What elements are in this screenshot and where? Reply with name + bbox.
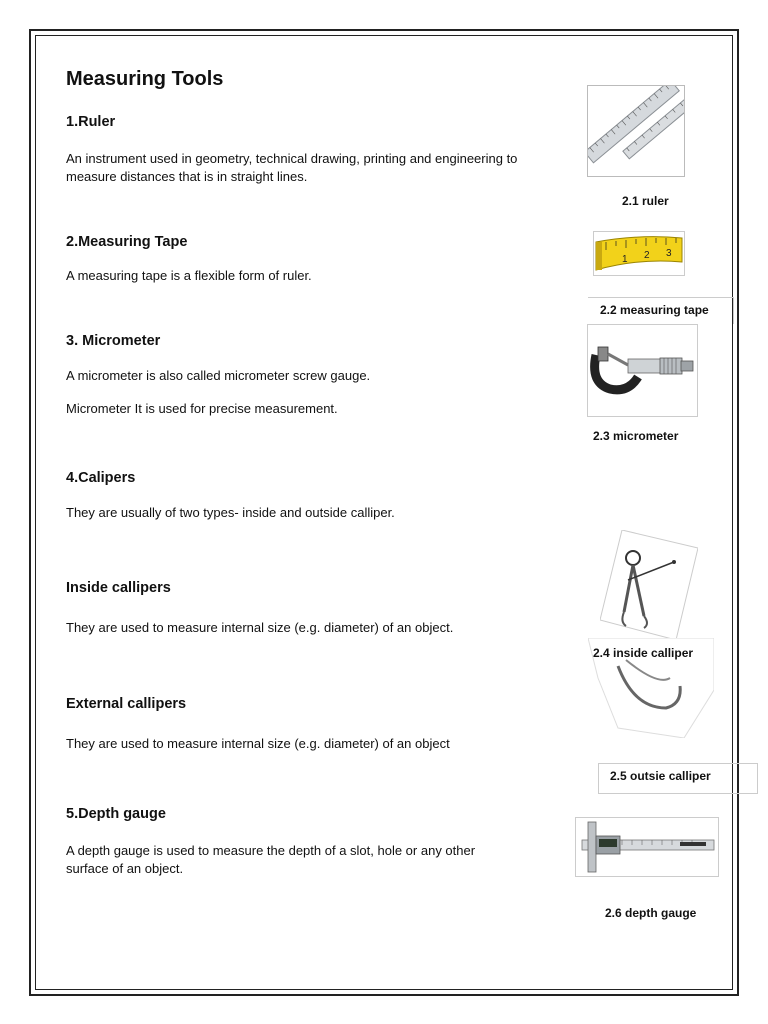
inside-calliper-image <box>600 530 698 640</box>
inside-callipers-text: They are used to measure internal size (e.g. diameter) of an object. <box>66 620 454 635</box>
external-callipers-text: They are used to measure internal size (e.g. diameter) of an object <box>66 736 450 751</box>
depth-gauge-caption: 2.6 depth gauge <box>605 906 697 920</box>
measuring-tape-image <box>593 231 685 276</box>
ruler-heading: 1.Ruler <box>66 114 116 130</box>
measuring-tape-caption: 2.2 measuring tape <box>600 303 709 317</box>
tape-mark-1: 1 <box>622 254 628 265</box>
depth-gauge-text: A depth gauge is used to measure the depth of a slot, hole or any other surface of an object. <box>66 843 476 876</box>
tape-mark-3: 3 <box>666 248 672 259</box>
page-title: Measuring Tools <box>66 68 224 90</box>
inside-calliper-caption: 2.4 inside calliper <box>593 646 694 660</box>
calipers-text: They are usually of two types- inside and outside calliper. <box>66 505 395 520</box>
micrometer-heading: 3. Micrometer <box>66 333 161 349</box>
outside-calliper-caption: 2.5 outsie calliper <box>610 769 711 783</box>
inside-callipers-heading: Inside callipers <box>66 580 171 596</box>
depth-gauge-heading: 5.Depth gauge <box>66 806 166 822</box>
ruler-text: An instrument used in geometry, technical drawing, printing and engineering to measure distances that is in straight lines. <box>66 151 518 184</box>
micrometer-caption: 2.3 micrometer <box>593 429 679 443</box>
external-callipers-heading: External callipers <box>66 696 187 712</box>
calipers-heading: 4.Calipers <box>66 470 136 486</box>
tape-mark-2: 2 <box>644 250 650 261</box>
ruler-caption: 2.1 ruler <box>622 194 669 208</box>
ruler-image <box>587 85 685 177</box>
depth-gauge-image <box>575 817 719 877</box>
micrometer-text-2: Micrometer It is used for precise measurement. <box>66 401 338 416</box>
micrometer-image <box>587 324 698 417</box>
tape-heading: 2.Measuring Tape <box>66 234 188 250</box>
micrometer-text-1: A micrometer is also called micrometer screw gauge. <box>66 368 371 383</box>
tape-text: A measuring tape is a flexible form of ruler. <box>66 268 312 283</box>
